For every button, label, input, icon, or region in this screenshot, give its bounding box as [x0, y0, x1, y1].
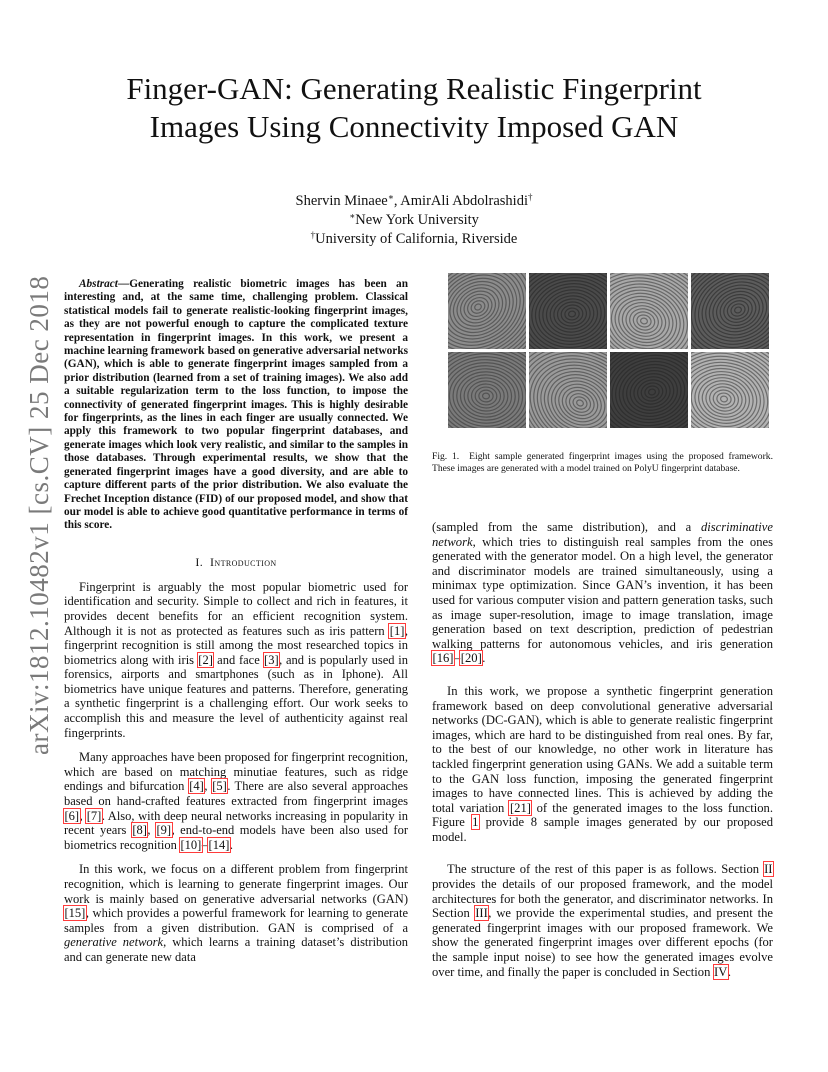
paragraph-text: , we provide the experimental studies, and present the generated fingerprint images with our proposed framework. We show the generated fingerprint images over different epochs (for the sample input noise) to see how the generated images evolve over time, and finally the paper is concluded in Section: [432, 906, 773, 979]
author-names: Shervin Minaee∗, AmirAli Abdolrashidi†: [295, 192, 533, 209]
fingerprint-image-tile: [691, 352, 769, 428]
fingerprint-image: [529, 352, 607, 428]
paragraph-text: , which learns a training dataset’s distribution and can generate new data: [64, 935, 408, 964]
citation-link[interactable]: [6]: [64, 808, 80, 823]
paragraph-text: ,: [204, 779, 212, 794]
fingerprint-image-tile: [691, 273, 769, 349]
paragraph-text: .: [727, 964, 731, 979]
paragraph-text: In this work, we propose a synthetic fingerprint generation framework based on deep convolutional generative adversarial networks (DC-GAN), which is able to generate realistic fingerprint images, which are hard to be distinguished from real ones. By far, to the best of our knowledge, no other work in literature has tackled fingerprint generation using GANs. We add a suitable term to the GAN loss function, imposing the generated fingerprint images to have connected lines. This is achieved by adding the total variation: [432, 683, 773, 815]
fingerprint-image-tile: [610, 273, 688, 349]
fingerprint-image: [448, 352, 526, 428]
paragraph-text: Fingerprint is arguably the most popular biometric used for identification and security. Simple to collect and rich in features, it provides decent benefits for an efficient recognition system. Although it is not as protected as features such as iris pattern: [64, 579, 408, 638]
figure-1-caption: Fig. 1. Eight sample generated fingerprint images using the proposed framework. These images are generated with a model trained on PolyU fingerprint database.: [432, 451, 773, 474]
intro-paragraph-1: [64, 580, 408, 741]
arxiv-identifier: arXiv:1812.10482v1 [cs.CV] 25 Dec 2018: [24, 275, 54, 755]
figure-1-fingerprint-grid: [448, 273, 770, 430]
citation-link[interactable]: [4]: [189, 779, 204, 794]
fingerprint-image-tile: [529, 352, 607, 428]
fingerprint-image: [691, 273, 769, 349]
citation-link[interactable]: [7]: [86, 808, 102, 823]
paragraph-text: In this work, we focus on a different problem from fingerprint recognition, which is learning to generate fingerprint images. Our work is mainly based on generative adversarial networks (GAN): [64, 862, 408, 906]
citation-link[interactable]: [8]: [132, 823, 147, 838]
affiliation-2: †University of California, Riverside: [310, 230, 518, 247]
paper-title: [80, 70, 748, 146]
paragraph-text: . There are also several approaches based on hand-crafted features extracted from fingerprint images: [64, 779, 408, 809]
fingerprint-image: [691, 352, 769, 428]
paragraph-text: .: [229, 837, 233, 852]
citation-link[interactable]: [20]: [460, 651, 482, 666]
citation-link[interactable]: [21]: [509, 800, 531, 815]
paragraph-text: –: [201, 837, 209, 852]
title-line-2: Images Using Connectivity Imposed GAN: [149, 109, 679, 144]
author-block: [80, 192, 748, 249]
intro-paragraph-3: [64, 862, 408, 964]
citation-link[interactable]: [15]: [64, 906, 86, 921]
left-column: [64, 278, 408, 975]
section-heading-introduction: I. Introduction: [195, 554, 277, 569]
fingerprint-image: [448, 273, 526, 349]
citation-link[interactable]: [10]: [180, 837, 202, 852]
paragraph-text: and face: [213, 652, 264, 667]
right-paragraph-2: [432, 684, 773, 845]
paragraph-text: ,: [79, 808, 87, 823]
intro-paragraph-2: [64, 750, 408, 852]
fingerprint-image-tile: [529, 273, 607, 349]
paragraph-text: , end-to-end models have been also used for biometrics recognition: [64, 823, 408, 852]
paragraph-text: provide 8 sample images generated by our proposed model.: [432, 815, 773, 844]
fingerprint-image: [610, 273, 688, 349]
citation-link[interactable]: III: [475, 906, 488, 921]
citation-link[interactable]: IV: [714, 964, 728, 979]
paragraph-text: .: [482, 651, 486, 666]
citation-link[interactable]: [3]: [264, 652, 279, 667]
citation-link[interactable]: 1: [472, 815, 479, 830]
title-line-1: Finger-GAN: Generating Realistic Fingerprint: [126, 71, 702, 106]
right-paragraph-1: [432, 520, 773, 666]
paragraph-text: (sampled from the same distribution), and a: [432, 520, 701, 534]
citation-link[interactable]: II: [764, 862, 773, 877]
right-column: [432, 520, 773, 991]
right-paragraph-3: [432, 862, 773, 979]
paragraph-text: provides the details of our proposed framework, and the model architectures for both the generator, and discriminator networks. In Section: [432, 877, 773, 921]
citation-link[interactable]: [5]: [212, 779, 227, 794]
emphasized-term: generative network: [64, 935, 164, 950]
paragraph-text: , which tries to distinguish real samples from the ones generated with the generator model. On a high level, the generator and discriminator models are trained simultaneously, using a minimax type optimization. Since GAN’s invention, it has been used for various computer vision and pattern generation tasks, such as image super-resolution, image to image translation, image generation based on text description, prediction of pedestrian walking patterns for autonomous vehicles, and iris generation: [432, 534, 773, 651]
paragraph-text: of the generated images to the loss function. Figure: [432, 800, 773, 830]
emphasized-term: discriminative network: [432, 520, 773, 549]
paragraph-text: , and is popularly used in forensics, airports and smartphones (such as in Iphone). All biometrics have unique features and patterns. Therefore, generating a synthetic fingerprint is a challenging effort. Our work seeks to accomplish this and measure the level of authenticity against real fingerprints.: [64, 652, 408, 740]
abstract: Abstract—Generating realistic biometric images has been an interesting and, at the same time, challenging problem. Classical statistical models fail to generate realistic-looking fingerprint images, as they are not powerful enough to capture the complicated texture representation in fingerprint images. In this work, we present a machine learning framework based on generative adversarial networks (GAN), which is able to generate fingerprint images sampled from a prior distribution (learned from a set of training images). We also add a suitable regularization term to the loss function, to impose the connectivity of generated fingerprint images. This is highly desirable for fingerprints, as the lines in each finger are usually connected. We apply this framework to two popular fingerprint databases, and generate images which look very realistic, and similar to the samples in those databases. Through experimental results, we show that the generated fingerprint images have a good diversity, and are able to capture different parts of the prior distribution. We also evaluate the Frechet Inception distance (FID) of our proposed model, and show that our model is able to achieve good quantitative performance in terms of this score.: [64, 278, 408, 532]
fingerprint-image: [529, 273, 607, 349]
fingerprint-image-tile: [448, 352, 526, 428]
citation-link[interactable]: [16]: [432, 651, 454, 666]
citation-link[interactable]: [14]: [208, 837, 230, 852]
fingerprint-image-tile: [610, 352, 688, 428]
paragraph-text: The structure of the rest of this paper is as follows. Section: [447, 862, 764, 877]
citation-link[interactable]: [9]: [156, 823, 172, 838]
paragraph-text: , which provides a powerful framework for learning to generate samples from a given distribution. GAN is comprised of a: [64, 906, 408, 935]
paragraph-text: –: [453, 651, 461, 666]
citation-link[interactable]: [1]: [389, 623, 405, 638]
paragraph-text: ,: [147, 823, 156, 838]
paragraph-text: . Also, with deep neural networks increasing in popularity in recent years: [64, 808, 408, 838]
affiliation-1: ∗New York University: [349, 211, 479, 228]
fingerprint-image: [610, 352, 688, 428]
paragraph-text: Many approaches have been proposed for fingerprint recognition, which are based on matching minutiae features, such as ridge endings and bifurcation: [64, 750, 408, 794]
citation-link[interactable]: [2]: [198, 652, 213, 667]
paragraph-text: , fingerprint recognition is still among the most researched topics in biometrics along with iris: [64, 623, 408, 667]
fingerprint-image-tile: [448, 273, 526, 349]
